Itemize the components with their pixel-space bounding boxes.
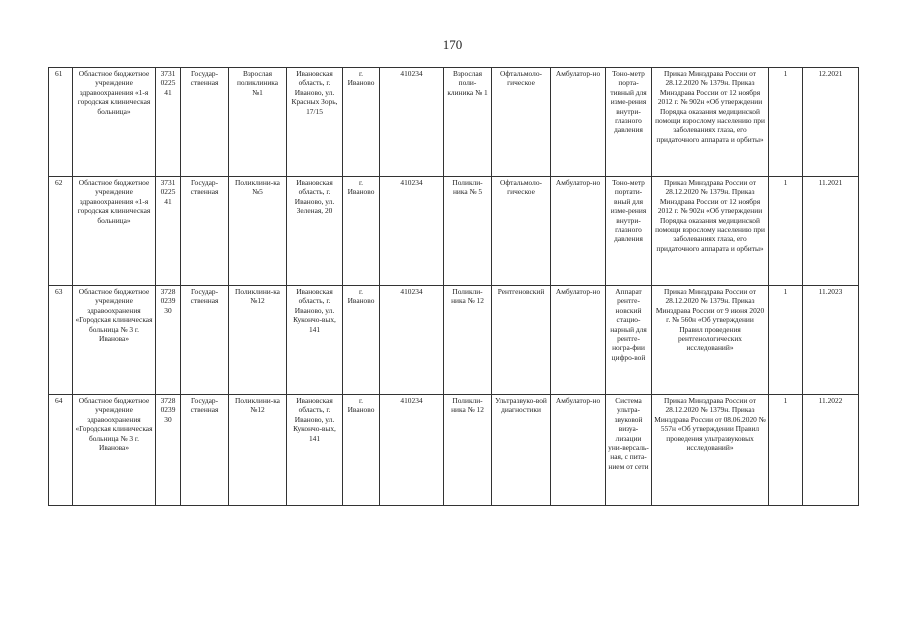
device-name: Тоно-метр портати-вный для изме-рения внутри-глазного давления	[606, 177, 652, 286]
table-row	[49, 286, 859, 395]
delivery-date: 11.2022	[803, 395, 859, 506]
unit-name: Поликли-ника № 12	[444, 395, 492, 506]
quantity: 1	[769, 395, 803, 506]
organization-name: Областное бюджетное учреждение здравоохранения «Городская клиническая больница № 3 г. Иванова»	[73, 395, 156, 506]
row-number: 61	[49, 68, 73, 177]
row-number: 62	[49, 177, 73, 286]
city: г. Иваново	[343, 395, 380, 506]
inn-code: 3731 0225 41	[156, 177, 181, 286]
delivery-date: 11.2021	[803, 177, 859, 286]
unit-name: Поликли-ника № 12	[444, 286, 492, 395]
care-conditions: Амбулатор-но	[551, 286, 606, 395]
address: Ивановская область, г. Иваново, ул. Красных Зорь, 17/15	[287, 68, 343, 177]
unit-name: Поликли-ника № 5	[444, 177, 492, 286]
device-name: Тоно-метр порта-тивный для изме-рения внутри-глазного давления	[606, 68, 652, 177]
index-code: 410234	[380, 286, 444, 395]
page-number: 170	[442, 37, 463, 52]
row-number: 64	[49, 395, 73, 506]
care-conditions: Амбулатор-но	[551, 68, 606, 177]
regulatory-order: Приказ Минздрава России от 28.12.2020 № 1379н. Приказ Минздрава России от 9 июня 2020 г. № 560н «Об утверждении Правил проведения рентгенологических исследований»	[652, 286, 769, 395]
delivery-date: 12.2021	[803, 68, 859, 177]
device-name: Аппарат рентге-новский стацио-нарный для рентге-ногра-фии цифро-вой	[606, 286, 652, 395]
equipment-registry-table	[48, 67, 859, 506]
quantity: 1	[769, 177, 803, 286]
quantity: 1	[769, 286, 803, 395]
ownership-form: Государ-ственная	[181, 395, 229, 506]
table-row	[49, 68, 859, 177]
subdivision-name: Поликлини-ка №5	[229, 177, 287, 286]
city: г. Иваново	[343, 177, 380, 286]
ownership-form: Государ-ственная	[181, 177, 229, 286]
index-code: 410234	[380, 177, 444, 286]
address: Ивановская область, г. Иваново, ул. Кукончо-вых, 141	[287, 395, 343, 506]
regulatory-order: Приказ Минздрава России от 28.12.2020 № 1379н. Приказ Минздрава России от 12 ноября 2012 г. № 902н «Об утверждении Порядка оказания медицинской помощи взрослому населению при заболеваниях глаза, его придаточного аппарата и орбиты»	[652, 177, 769, 286]
table-row	[49, 395, 859, 506]
care-profile: Офтальмоло-гическое	[492, 177, 551, 286]
care-conditions: Амбулатор-но	[551, 395, 606, 506]
care-profile: Ультразвуко-вой диагностики	[492, 395, 551, 506]
inn-code: 3728 0239 30	[156, 395, 181, 506]
subdivision-name: Поликлини-ка №12	[229, 286, 287, 395]
organization-name: Областное бюджетное учреждение здравоохранения «1-я городская клиническая больница»	[73, 68, 156, 177]
address: Ивановская область, г. Иваново, ул. Зеленая, 20	[287, 177, 343, 286]
regulatory-order: Приказ Минздрава России от 28.12.2020 № 1379н. Приказ Минздрава России от 12 ноября 2012 г. № 902н «Об утверждении Порядка оказания медицинской помощи взрослому населению при заболеваниях глаза, его придаточного аппарата и орбиты»	[652, 68, 769, 177]
city: г. Иваново	[343, 286, 380, 395]
address: Ивановская область, г. Иваново, ул. Кукончо-вых, 141	[287, 286, 343, 395]
index-code: 410234	[380, 68, 444, 177]
ownership-form: Государ-ственная	[181, 286, 229, 395]
regulatory-order: Приказ Минздрава России от 28.12.2020 № 1379н. Приказ Минздрава России от 08.06.2020 № 557н «Об утверждении Правил проведения ультразвуковых исследований»	[652, 395, 769, 506]
city: г. Иваново	[343, 68, 380, 177]
inn-code: 3728 0239 30	[156, 286, 181, 395]
ownership-form: Государ-ственная	[181, 68, 229, 177]
quantity: 1	[769, 68, 803, 177]
subdivision-name: Взрослая поликлиника №1	[229, 68, 287, 177]
care-profile: Рентгеновский	[492, 286, 551, 395]
organization-name: Областное бюджетное учреждение здравоохранения «Городская клиническая больница № 3 г. Иванова»	[73, 286, 156, 395]
subdivision-name: Поликлини-ка №12	[229, 395, 287, 506]
device-name: Система ультра-звуковой визуа-лизации уни-версаль-ная, с пита-нием от сети	[606, 395, 652, 506]
delivery-date: 11.2023	[803, 286, 859, 395]
index-code: 410234	[380, 395, 444, 506]
care-profile: Офтальмоло-гическое	[492, 68, 551, 177]
table-row	[49, 177, 859, 286]
care-conditions: Амбулатор-но	[551, 177, 606, 286]
row-number: 63	[49, 286, 73, 395]
organization-name: Областное бюджетное учреждение здравоохранения «1-я городская клиническая больница»	[73, 177, 156, 286]
inn-code: 3731 0225 41	[156, 68, 181, 177]
unit-name: Взрослая поли-клиника № 1	[444, 68, 492, 177]
